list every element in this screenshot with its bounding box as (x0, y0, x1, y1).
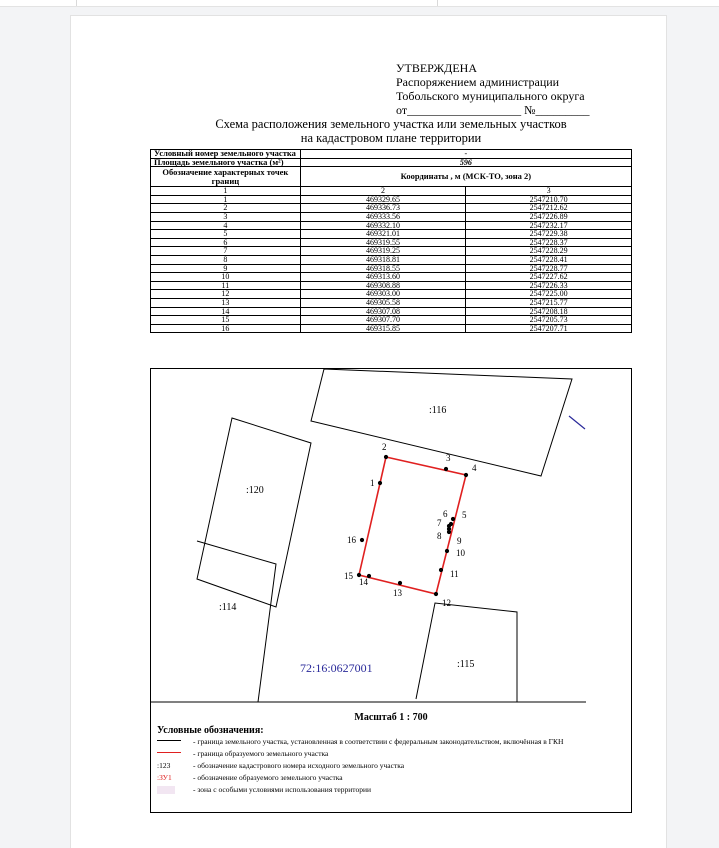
parcel-label-114: :114 (219, 602, 237, 613)
boundary-point-label: 5 (462, 510, 467, 520)
x-coordinate-cell: 469329.65 (300, 195, 466, 204)
cadastral-block-number: 72:16:0627001 (300, 661, 373, 675)
top-toolbar-strip (0, 0, 719, 7)
boundary-point-label: 11 (450, 569, 459, 579)
x-coordinate-cell: 469319.55 (300, 238, 466, 247)
point-number-cell: 9 (151, 264, 301, 273)
boundary-point-label: 9 (457, 536, 462, 546)
boundary-point-marker (451, 517, 455, 521)
black-line-symbol (157, 740, 181, 741)
point-number-cell: 2 (151, 204, 301, 213)
document-title (150, 117, 632, 145)
table-row (151, 273, 632, 282)
block-boundary-line (569, 416, 585, 429)
legend-item (157, 749, 627, 758)
approval-line-1: УТВЕРЖДЕНА (396, 61, 478, 75)
table-row (151, 298, 632, 307)
point-number-cell: 3 (151, 212, 301, 221)
y-coordinate-cell: 2547208.18 (466, 307, 632, 316)
boundary-point-marker (464, 473, 468, 477)
boundary-point-label: 10 (456, 548, 465, 558)
boundary-point-label: 1 (370, 478, 375, 488)
point-number-cell: 14 (151, 307, 301, 316)
parcel-120-boundary (197, 418, 311, 607)
legend-symbol: :123 (157, 761, 171, 770)
approval-line-4: от___________________ №_________ (396, 103, 590, 117)
y-coordinate-cell: 2547228.41 (466, 255, 632, 264)
x-coordinate-cell: 469305.58 (300, 298, 466, 307)
y-coordinate-cell: 2547215.77 (466, 298, 632, 307)
y-coordinate-cell: 2547210.70 (466, 195, 632, 204)
boundary-point-label: 12 (442, 598, 451, 608)
boundary-point-label: 8 (437, 531, 442, 541)
parcel-115-boundary (416, 603, 517, 702)
boundary-point-label: 7 (437, 518, 442, 528)
y-coordinate-cell: 2547226.33 (466, 281, 632, 290)
parcel-label-120: :120 (246, 485, 264, 496)
boundary-point-label: 2 (382, 442, 387, 452)
toolbar-divider (437, 0, 438, 6)
x-coordinate-cell: 469319.25 (300, 247, 466, 256)
coordinates-table (150, 149, 632, 333)
y-coordinate-cell: 2547225.00 (466, 290, 632, 299)
boundary-point-marker (445, 549, 449, 553)
boundary-point-marker (444, 467, 448, 471)
point-number-cell: 8 (151, 255, 301, 264)
parcel-116-boundary (311, 369, 572, 476)
boundary-point-label: 4 (472, 463, 477, 473)
boundary-point-label: 6 (443, 509, 448, 519)
x-coordinate-cell: 469321.01 (300, 230, 466, 239)
point-number-cell: 12 (151, 290, 301, 299)
y-coordinate-cell: 2547207.71 (466, 324, 632, 333)
table-row (151, 316, 632, 325)
x-coordinate-cell: 469336.73 (300, 204, 466, 213)
conditional-number-value: - (300, 150, 631, 159)
x-coordinate-cell: 469318.55 (300, 264, 466, 273)
y-coordinate-cell: 2547228.77 (466, 264, 632, 273)
point-number-cell: 11 (151, 281, 301, 290)
boundary-point-label: 16 (347, 535, 356, 545)
legend-item (157, 737, 627, 746)
point-number-cell: 1 (151, 195, 301, 204)
point-number-cell: 7 (151, 247, 301, 256)
x-coordinate-cell: 469333.56 (300, 212, 466, 221)
boundary-point-label: 14 (359, 577, 368, 587)
x-coordinate-cell: 469307.08 (300, 307, 466, 316)
boundary-point-marker (434, 592, 438, 596)
legend-item-text: - граница земельного участка, установленная в соответствии с федеральным законодательством, включённая в ГКН (193, 737, 564, 746)
approval-line-3: Тобольского муниципального округа (396, 89, 585, 103)
point-number-cell: 10 (151, 273, 301, 282)
column-number: 1 (151, 187, 301, 196)
legend-item-text: - зона с особыми условиями использования территории (193, 785, 371, 794)
point-number-cell: 15 (151, 316, 301, 325)
conditional-number-label: Условный номер земельного участка (151, 150, 301, 159)
area-label: Площадь земельного участка (м²) (151, 158, 301, 167)
y-coordinate-cell: 2547228.29 (466, 247, 632, 256)
x-coordinate-cell: 469332.10 (300, 221, 466, 230)
x-coordinate-cell: 469308.88 (300, 281, 466, 290)
y-coordinate-cell: 2547227.62 (466, 273, 632, 282)
legend-item (157, 761, 627, 770)
legend-item-text: - обозначение образуемого земельного участка (193, 773, 343, 782)
boundary-point-label: 15 (344, 571, 353, 581)
legend-symbol: :ЗУ1 (157, 773, 172, 782)
legend-item-text: - граница образуемого земельного участка (193, 749, 329, 758)
y-coordinate-cell: 2547228.37 (466, 238, 632, 247)
x-coordinate-cell: 469318.81 (300, 255, 466, 264)
column-number: 3 (466, 187, 632, 196)
title-line-2: на кадастровом плане территории (300, 131, 482, 145)
red-line-symbol (157, 752, 181, 753)
point-number-cell: 4 (151, 221, 301, 230)
x-coordinate-cell: 469307.70 (300, 316, 466, 325)
zone-symbol (157, 786, 175, 794)
boundary-point-marker (378, 481, 382, 485)
y-coordinate-cell: 2547229.38 (466, 230, 632, 239)
points-header: Обозначение характерных точек границ (151, 167, 301, 187)
x-coordinate-cell: 469303.00 (300, 290, 466, 299)
x-coordinate-cell: 469313.60 (300, 273, 466, 282)
boundary-point-marker (447, 530, 451, 534)
boundary-point-marker (384, 455, 388, 459)
point-number-cell: 13 (151, 298, 301, 307)
parcel-label-116: :116 (429, 405, 447, 416)
approval-line-2: Распоряжением администрации (396, 75, 560, 89)
table-row (151, 255, 632, 264)
point-number-cell: 6 (151, 238, 301, 247)
y-coordinate-cell: 2547232.17 (466, 221, 632, 230)
legend-item (157, 773, 627, 782)
boundary-point-marker (398, 581, 402, 585)
boundary-point-label: 13 (393, 588, 402, 598)
boundary-point-label: 3 (446, 453, 451, 463)
table-row (151, 230, 632, 239)
title-line-1: Схема расположения земельного участка или земельных участков (215, 117, 567, 131)
toolbar-divider (76, 0, 77, 6)
column-number: 2 (300, 187, 466, 196)
table-row (151, 212, 632, 221)
boundary-point-marker (360, 538, 364, 542)
x-coordinate-cell: 469315.85 (300, 324, 466, 333)
boundary-point-marker (439, 568, 443, 572)
y-coordinate-cell: 2547226.89 (466, 212, 632, 221)
table-row (151, 324, 632, 333)
legend-item (157, 785, 627, 794)
y-coordinate-cell: 2547212.62 (466, 204, 632, 213)
legend-title: Условные обозначения: (157, 725, 264, 736)
coordinates-header: Координаты , м (МСК-ТО, зона 2) (300, 167, 631, 187)
point-number-cell: 5 (151, 230, 301, 239)
legend (157, 725, 627, 794)
legend-item-text: - обозначение кадастрового номера исходного земельного участка (193, 761, 405, 770)
area-value: 596 (300, 158, 631, 167)
parcel-114-boundary (151, 541, 276, 702)
parcel-label-115: :115 (457, 659, 475, 670)
y-coordinate-cell: 2547205.73 (466, 316, 632, 325)
map-scale: Масштаб 1 : 700 (354, 712, 428, 723)
approval-block (396, 61, 590, 117)
point-number-cell: 16 (151, 324, 301, 333)
